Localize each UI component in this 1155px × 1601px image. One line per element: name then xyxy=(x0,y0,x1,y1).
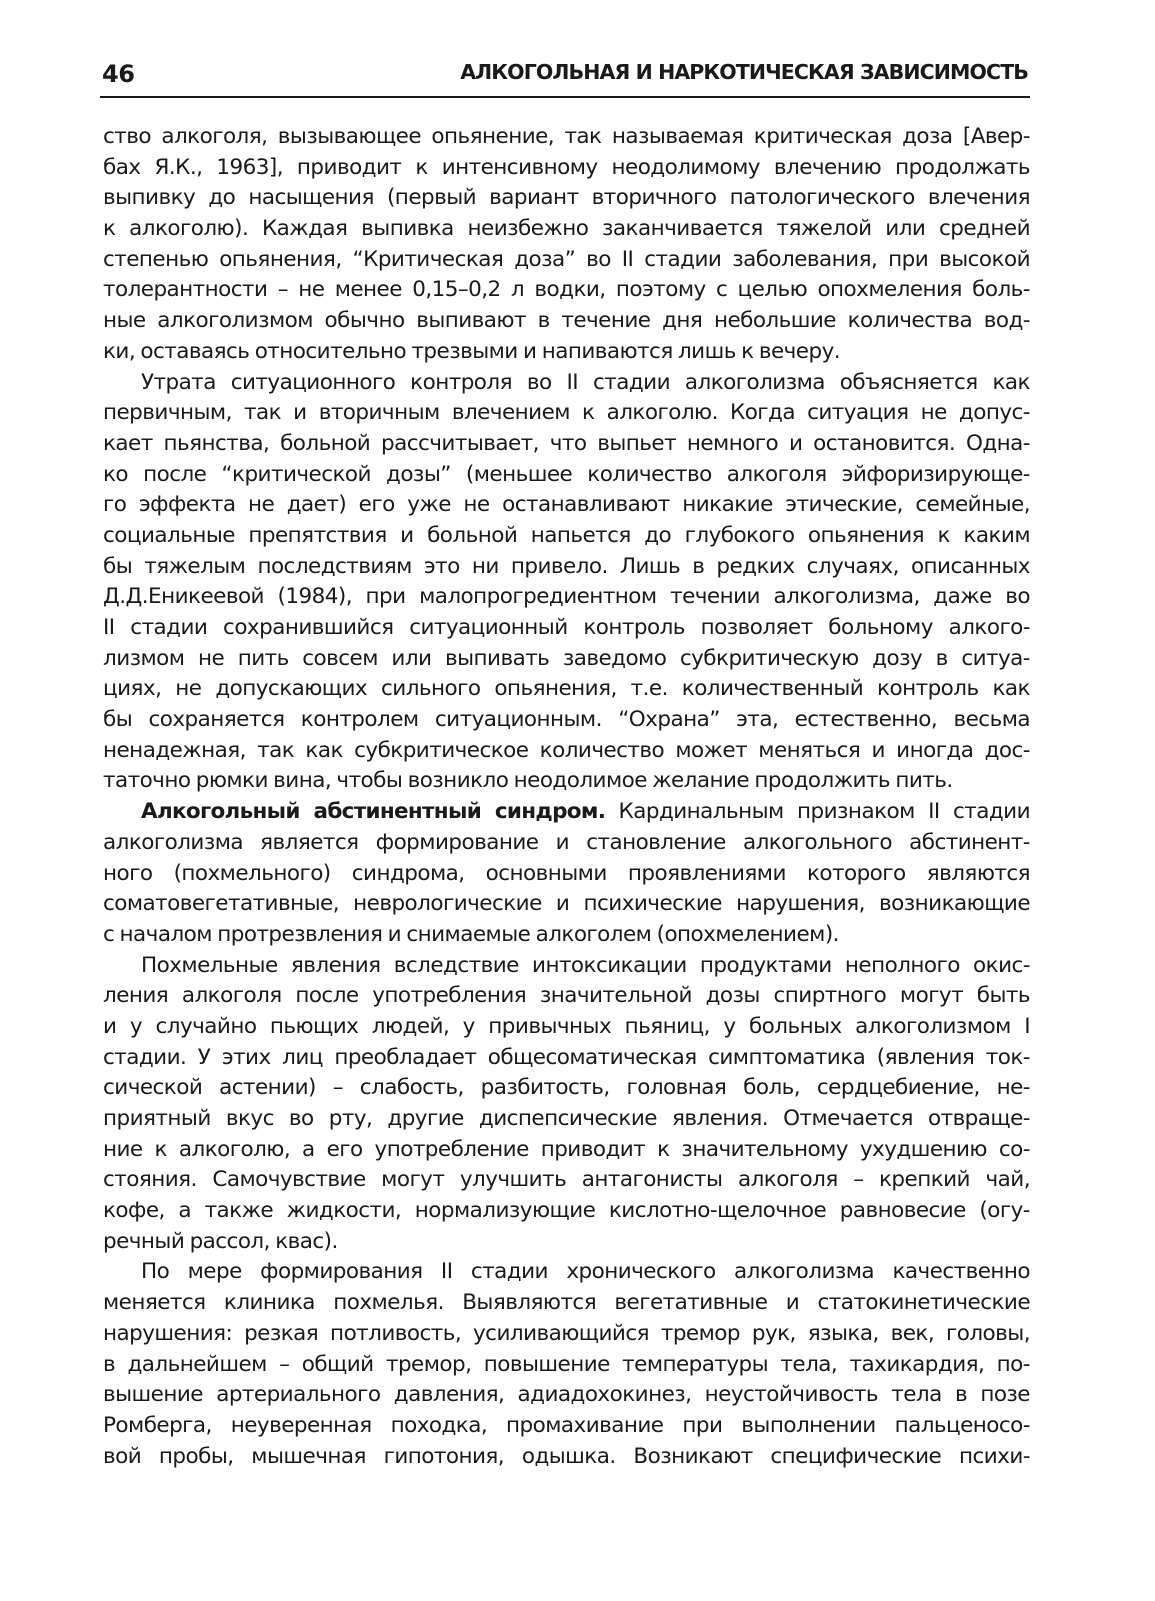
text-line: степенью опьянения, “Критическая доза” во II стадии заболевания, при высокой xyxy=(103,246,1030,272)
text-line: с началом протрезвления и снимаемые алкоголем (опохмелением). xyxy=(103,921,839,947)
text-line: выпивку до насыщения (первый вариант вторичного патологического влечения xyxy=(103,185,1030,211)
text-line: ние к алкоголю, а его употребление приводит к значительному ухудшению со- xyxy=(103,1136,1030,1162)
run-in-heading: Алкогольный абстинентный синдром. xyxy=(141,799,606,825)
text-line: бы сохраняется контролем ситуационным. “Охрана” эта, естественно, весьма xyxy=(103,707,1030,733)
paragraph-withdrawal-syndrome xyxy=(103,797,1030,950)
text-line: и у случайно пьющих людей, у привычных пьяниц, у больных алкоголизмом I xyxy=(103,1013,1030,1039)
text-line: вышение артериального давления, адиадохокинез, неустойчивость тела в позе xyxy=(103,1382,1030,1408)
text-line: вой пробы, мышечная гипотония, одышка. Возникают специфические психи- xyxy=(103,1443,1030,1469)
text-line: ство алкоголя, вызывающее опьянение, так называемая критическая доза [Авер- xyxy=(103,124,1030,149)
text-line: Утрата ситуационного контроля во II стадии алкоголизма объясняется как xyxy=(141,369,1030,395)
text-line: меняется клиника похмелья. Выявляются вегетативные и статокинетические xyxy=(103,1290,1030,1316)
body-text xyxy=(103,122,1030,1472)
text-line: сической астении) – слабость, разбитость, головная боль, сердцебиение, не- xyxy=(103,1075,1030,1101)
text-line: ления алкоголя после употребления значительной дозы спиртного могут быть xyxy=(103,983,1030,1009)
text-line: Похмельные явления вследствие интоксикации продуктами неполного окис- xyxy=(141,952,1030,978)
text-line: ные алкоголизмом обычно выпивают в течение дня небольшие количества вод- xyxy=(103,308,1030,334)
text-line: бах Я.К., 1963], приводит к интенсивному неодолимому влечению продолжать xyxy=(103,154,1030,180)
text-line: ненадежная, так как субкритическое количество может меняться и иногда дос- xyxy=(103,737,1030,763)
text-line: циях, не допускающих сильного опьянения, т.е. количественный контроль как xyxy=(103,676,1030,702)
text-line: лизмом не пить совсем или выпивать заведомо субкритическую дозу в ситуа- xyxy=(103,645,1030,671)
text-line: стояния. Самочувствие могут улучшить антагонисты алкоголя – крепкий чай, xyxy=(103,1167,1030,1193)
paragraph-hangover-phenomena xyxy=(103,951,1030,1258)
text-line: Д.Д.Еникеевой (1984), при малопрогредиентном течении алкоголизма, даже во xyxy=(103,584,1030,610)
text-line: стадии. У этих лиц преобладает общесоматическая симптоматика (явления ток- xyxy=(103,1044,1030,1070)
text-line: в дальнейшем – общий тремор, повышение температуры тела, тахикардия, по- xyxy=(103,1351,1030,1377)
text-line: По мере формирования II стадии хронического алкоголизма качественно xyxy=(141,1259,1030,1285)
paragraph-continuation xyxy=(103,122,1030,368)
text-line: кает пьянства, больной рассчитывает, что выпьет немного и остановится. Одна- xyxy=(103,430,1030,456)
text-line: толерантности – не менее 0,15–0,2 л водки, поэтому с целью опохмеления боль- xyxy=(103,277,1030,303)
text-line: социальные препятствия и больной напьется до глубокого опьянения к каким xyxy=(103,522,1030,548)
page-number: 46 xyxy=(102,60,135,88)
text-line: соматовегетативные, неврологические и психические нарушения, возникающие xyxy=(103,891,1030,917)
text-line: ки, оставаясь относительно трезвыми и напиваются лишь к вечеру. xyxy=(103,338,841,364)
text-line: бы тяжелым последствиям это ни привело. Лишь в редких случаях, описанных xyxy=(103,553,1030,579)
text-line xyxy=(103,797,1030,828)
paragraph-situational-control xyxy=(103,368,1030,798)
running-head xyxy=(100,56,1030,98)
text-line: кофе, а также жидкости, нормализующие кислотно-щелочное равновесие (огу- xyxy=(103,1198,1030,1224)
text-line: таточно рюмки вина, чтобы возникло неодолимое желание продолжить пить. xyxy=(103,768,953,794)
text-line: ного (похмельного) синдрома, основными проявлениями которого являются xyxy=(103,860,1030,886)
text-line: Ромберга, неуверенная походка, промахивание при выполнении пальценосо- xyxy=(103,1412,1030,1438)
text-line: к алкоголю). Каждая выпивка неизбежно заканчивается тяжелой или средней xyxy=(103,216,1030,242)
text-line: речный рассол, квас). xyxy=(103,1228,338,1254)
text-line: первичным, так и вторичным влечением к алкоголю. Когда ситуация не допус- xyxy=(103,400,1030,426)
text-line: алкоголизма является формирование и становление алкогольного абстинент- xyxy=(103,829,1030,855)
running-head-title: АЛКОГОЛЬНАЯ И НАРКОТИЧЕСКАЯ ЗАВИСИМОСТЬ xyxy=(460,60,1028,84)
run-in-continuation: Кардинальным признаком II стадии xyxy=(605,799,1030,825)
text-line: II стадии сохранившийся ситуационный контроль позволяет больному алкого- xyxy=(103,615,1030,640)
text-line: го эффекта не дает) его уже не останавливают никакие этические, семейные, xyxy=(103,492,1030,518)
text-line: нарушения: резкая потливость, усиливающийся тремор рук, языка, век, головы, xyxy=(103,1320,1030,1346)
paragraph-hangover-clinic xyxy=(103,1257,1030,1472)
text-line: приятный вкус во рту, другие диспепсические явления. Отмечается отвраще- xyxy=(103,1106,1030,1131)
text-line: ко после “критической дозы” (меньшее количество алкоголя эйфоризирующе- xyxy=(103,461,1030,487)
